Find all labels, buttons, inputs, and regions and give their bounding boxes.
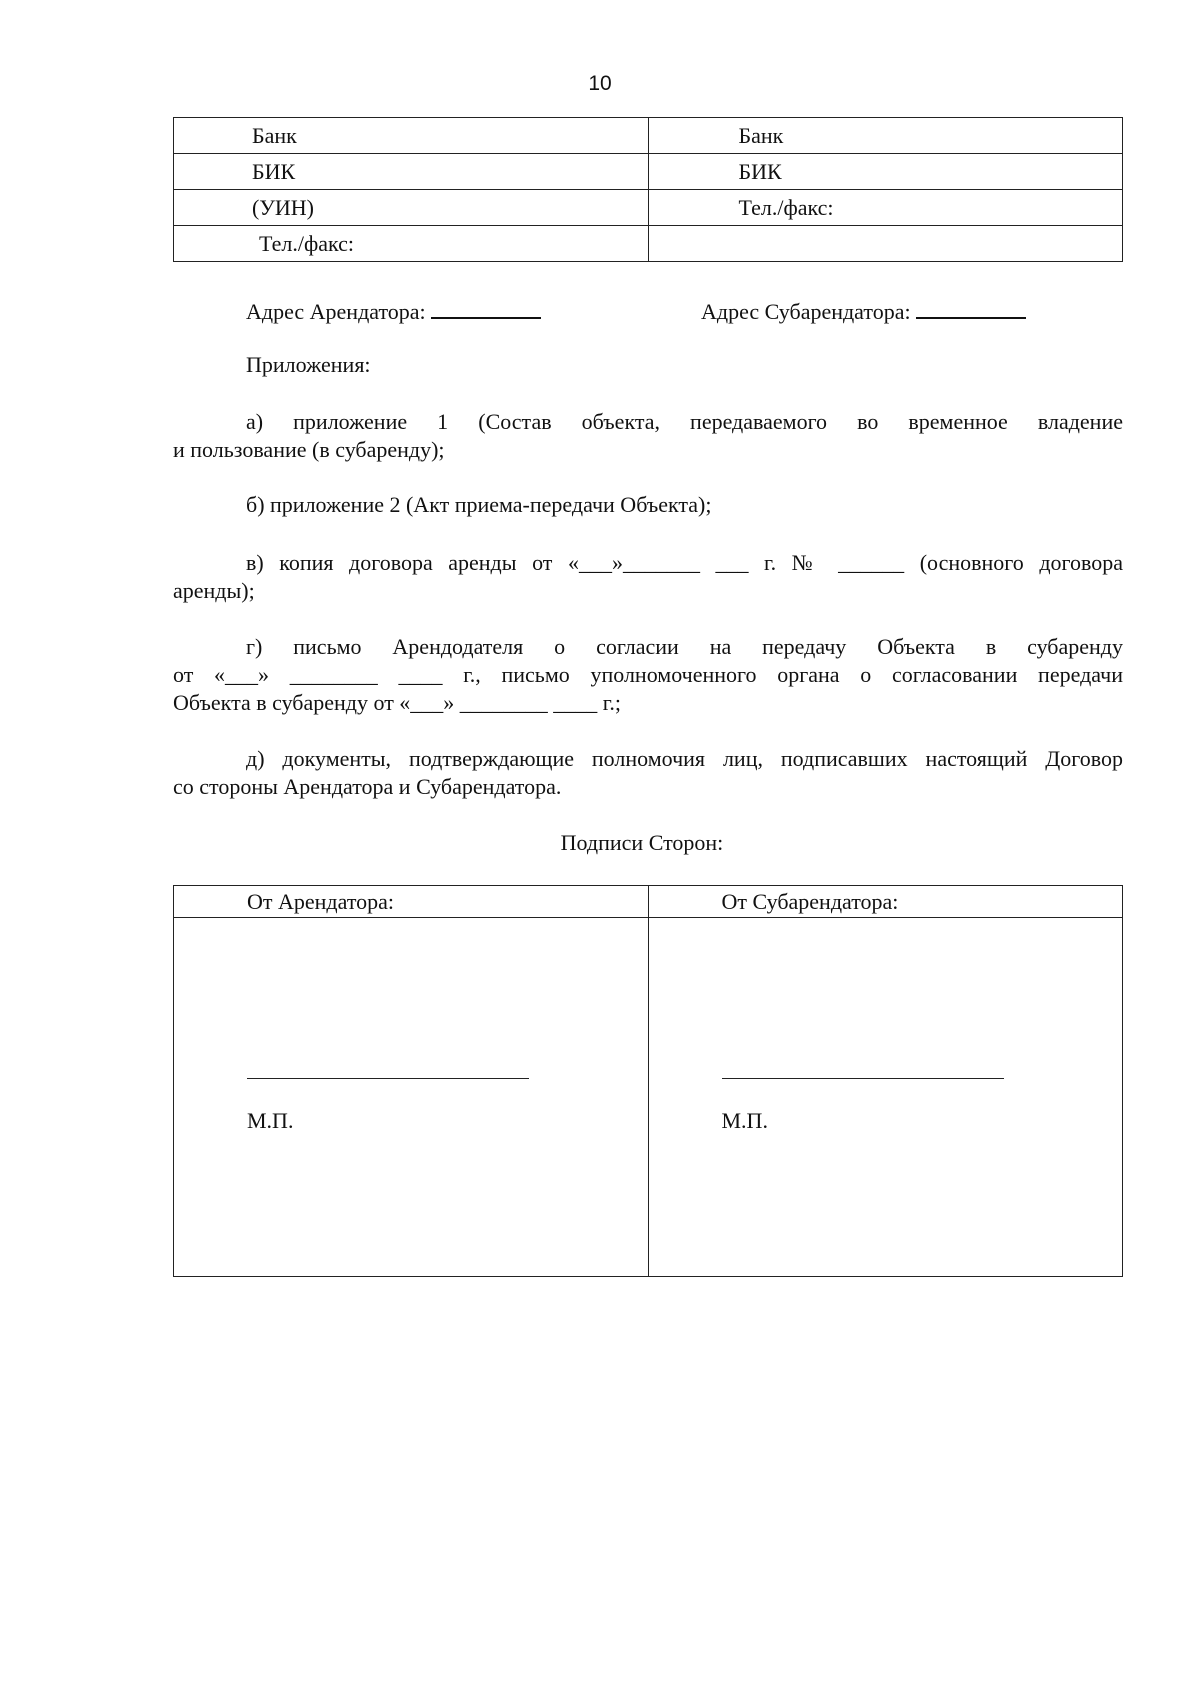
- tenant-address-label: Адрес Арендатора:: [246, 299, 426, 324]
- phone-right: Тел./факс:: [648, 190, 1123, 226]
- attachments-heading: Приложения:: [246, 352, 371, 377]
- table-row: [174, 886, 1123, 918]
- tenant-address: [246, 297, 541, 325]
- subtenant-address-blank: [916, 297, 1026, 319]
- bik-right: БИК: [648, 154, 1123, 190]
- phone-left: Тел./факс:: [174, 226, 649, 262]
- subtenant-address-label: Адрес Субарендатора:: [701, 299, 911, 324]
- tenant-address-blank: [431, 297, 541, 319]
- tenant-signature-line: [247, 1078, 529, 1079]
- subtenant-address: [701, 297, 1026, 325]
- table-row: [174, 226, 1123, 262]
- attachment-g: г) письмо Арендодателя о согласии на передачу Объекта в субаренду от «___» ________ ____ г., письмо уполномоченного органа о согласовании передачи Объекта в субаренду от «___» ________ ____ г.;: [173, 634, 1123, 715]
- subtenant-sign-cell: [648, 918, 1123, 1277]
- table-row: [174, 154, 1123, 190]
- attachment-v: в) копия договора аренды от «___»_______ ___ г. № ______ (основного договора аренды);: [173, 550, 1123, 603]
- bank-left: Банк: [174, 118, 649, 154]
- page-number: 10: [588, 72, 612, 95]
- tenant-sign-cell: [174, 918, 649, 1277]
- attachment-b: б) приложение 2 (Акт приема-передачи Объекта);: [246, 492, 712, 517]
- attachment-d: д) документы, подтверждающие полномочия лиц, подписавших настоящий Договор со стороны Арендатора и Субарендатора.: [173, 746, 1123, 799]
- subtenant-sign-label: От Субарендатора:: [648, 886, 1123, 918]
- subtenant-signature-line: [722, 1078, 1004, 1079]
- signatures-table: [173, 885, 1123, 1277]
- attachment-a: а) приложение 1 (Состав объекта, передаваемого во временное владение и пользование (в субаренду);: [173, 409, 1123, 462]
- bank-right: Банк: [648, 118, 1123, 154]
- tenant-sign-label: От Арендатора:: [174, 886, 649, 918]
- table-row: [174, 118, 1123, 154]
- tenant-stamp: М.П.: [247, 1108, 294, 1133]
- uin-left: (УИН): [174, 190, 649, 226]
- table-row: [174, 918, 1123, 1277]
- subtenant-stamp: М.П.: [721, 1108, 768, 1133]
- bik-left: БИК: [174, 154, 649, 190]
- table-row: [174, 190, 1123, 226]
- bank-details-table: [173, 117, 1123, 262]
- empty-cell: [648, 226, 1123, 262]
- signatures-heading: Подписи Сторон:: [560, 830, 724, 855]
